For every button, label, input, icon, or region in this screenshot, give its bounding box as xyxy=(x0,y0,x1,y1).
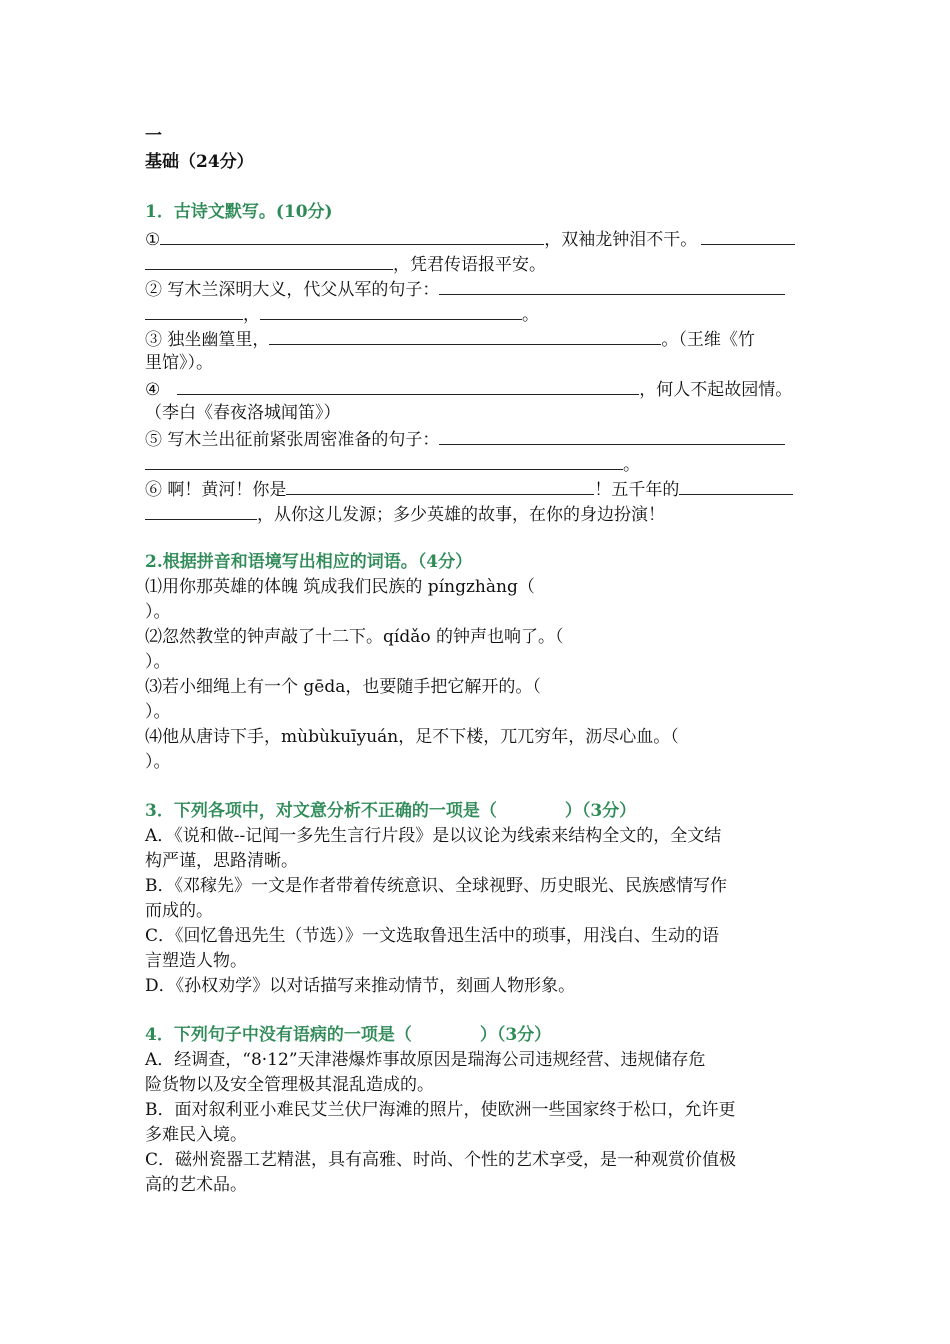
q3-option-d: D．《孙权劝学》以对话描写来推动情节，刻画人物形象。 xyxy=(145,976,576,996)
q1-line-1 xyxy=(145,226,795,253)
q1-line-9 xyxy=(145,426,785,453)
answer-blank[interactable] xyxy=(701,226,795,245)
q1-line-2 xyxy=(145,251,546,278)
answer-blank[interactable] xyxy=(679,476,793,495)
q1-line-3 xyxy=(145,276,785,303)
q2-item-4: ⑷他从唐诗下手，mùbùkuīyuán，足不下楼，兀兀穷年，沥尽心血。（ xyxy=(145,727,679,747)
q2-item-1-close: ）。 xyxy=(145,602,171,622)
q4-option-c: C．磁州瓷器工艺精湛，具有高雅、时尚、个性的艺术享受，是一种观赏价值极 xyxy=(145,1150,737,1170)
q1-line-4 xyxy=(145,301,539,328)
q3-option-a-cont: 构严谨，思路清晰。 xyxy=(145,851,298,871)
answer-blank[interactable] xyxy=(160,226,544,245)
answer-blank[interactable] xyxy=(439,426,785,445)
q1-text: ，凭君传语报平安。 xyxy=(393,255,546,275)
q1-text: 。 xyxy=(522,305,539,325)
q2-item-2: ⑵忽然教堂的钟声敲了十二下。qídǎo 的钟声也响了。（ xyxy=(145,627,564,647)
answer-blank[interactable] xyxy=(145,451,623,470)
answer-blank[interactable] xyxy=(439,276,785,295)
answer-blank[interactable] xyxy=(145,301,243,320)
answer-blank[interactable] xyxy=(177,376,639,395)
q1-heading: 1．古诗文默写。(10分) xyxy=(145,202,333,222)
q2-item-1: ⑴用你那英雄的体魄 筑成我们民族的 píngzhàng（ xyxy=(145,577,535,597)
q3-option-b-cont: 而成的。 xyxy=(145,901,213,921)
q1-text: ③ 独坐幽篁里， xyxy=(145,330,270,350)
q1-line-7 xyxy=(145,376,792,403)
q1-text: 。 xyxy=(623,455,640,475)
q2-heading: 2.根据拼音和语境写出相应的词语。（4分） xyxy=(145,552,473,572)
q4-option-b: B．面对叙利亚小难民艾兰伏尸海滩的照片，使欧洲一些国家终于松口，允许更 xyxy=(145,1100,736,1120)
q4-option-a-cont: 险货物以及安全管理极其混乱造成的。 xyxy=(145,1075,434,1095)
q1-text: ！五千年的 xyxy=(594,480,680,500)
q1-text: ，双袖龙钟泪不干。 xyxy=(544,230,698,250)
q1-line-12 xyxy=(145,501,665,528)
q1-text: ⑥ 啊！黄河！你是 xyxy=(145,480,287,500)
section-title: 基础（24分） xyxy=(145,152,254,172)
q2-item-4-close: ）。 xyxy=(145,752,171,772)
answer-blank[interactable] xyxy=(145,501,257,520)
q4-option-b-cont: 多难民入境。 xyxy=(145,1125,247,1145)
q2-item-3-close: ）。 xyxy=(145,702,171,722)
q4-option-a: A．经调查，“8·12”天津港爆炸事故原因是瑞海公司违规经营、违规储存危 xyxy=(145,1050,706,1070)
q1-line-5 xyxy=(145,326,755,353)
q1-line-8: （李白《春夜洛城闻笛》） xyxy=(145,403,341,423)
answer-blank[interactable] xyxy=(269,326,661,345)
answer-blank[interactable] xyxy=(145,251,393,270)
q1-text: ④ xyxy=(145,380,161,400)
q3-option-a: A．《说和做--记闻一多先生言行片段》是以议论为线索来结构全文的，全文结 xyxy=(145,826,722,846)
section-dash: 一 xyxy=(145,126,162,146)
q1-line-6: 里馆》）。 xyxy=(145,353,213,373)
q2-item-2-close: ）。 xyxy=(145,652,171,672)
q1-text: ， xyxy=(243,305,260,325)
q1-marker-1: ① xyxy=(145,230,161,250)
q3-option-c-cont: 言塑造人物。 xyxy=(145,951,247,971)
q1-text: 。（王维《竹 xyxy=(661,330,755,350)
q3-heading: 3．下列各项中，对文意分析不正确的一项是（ ）（3分） xyxy=(145,801,637,821)
q2-item-3: ⑶若小细绳上有一个 gēda，也要随手把它解开的。（ xyxy=(145,677,541,697)
q4-option-c-cont: 高的艺术品。 xyxy=(145,1175,247,1195)
q1-text: ② 写木兰深明大义，代父从军的句子： xyxy=(145,280,440,300)
q1-text: ，何人不起故园情。 xyxy=(639,380,793,400)
q1-line-11 xyxy=(145,476,793,503)
q1-line-10 xyxy=(145,451,640,478)
q4-heading: 4．下列句子中没有语病的一项是（ ）（3分） xyxy=(145,1025,552,1045)
answer-blank[interactable] xyxy=(260,301,522,320)
answer-blank[interactable] xyxy=(286,476,594,495)
q1-text: ，从你这儿发源；多少英雄的故事，在你的身边扮演！ xyxy=(257,505,665,525)
q3-option-c: C．《回忆鲁迅先生（节选）》一文选取鲁迅生活中的琐事，用浅白、生动的语 xyxy=(145,926,720,946)
q1-text: ⑤ 写木兰出征前紧张周密准备的句子： xyxy=(145,430,440,450)
q3-option-b: B．《邓稼先》一文是作者带着传统意识、全球视野、历史眼光、民族感情写作 xyxy=(145,876,727,896)
